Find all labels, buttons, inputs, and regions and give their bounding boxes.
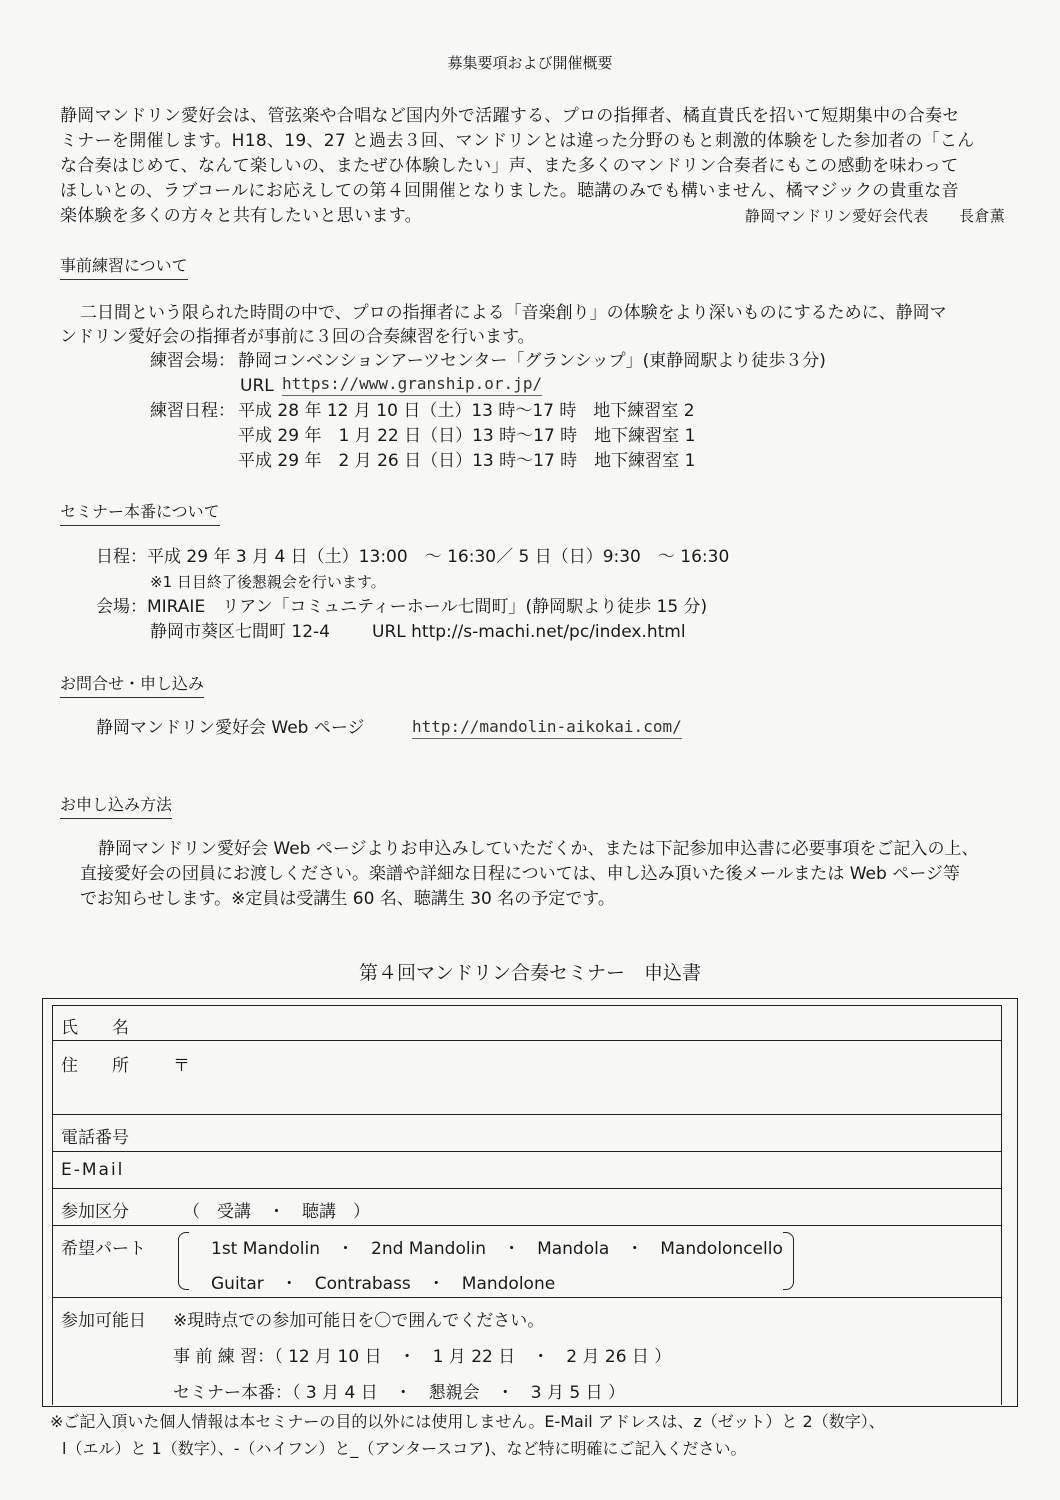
signature: 静岡マンドリン愛好会代表 長倉薫 (744, 207, 1005, 225)
intro-line (60, 204, 1005, 229)
seminar-venue: 会場：MIRAIE リアン「コミュニティーホール七間町」(静岡駅より徒歩 15 分) (96, 597, 708, 617)
pre-practice-days[interactable]: 事 前 練 習：（ 12 月 10 日 ・ 1 月 22 日 ・ 2 月 26 日 ） (173, 1347, 672, 1367)
intro-paragraph (60, 104, 1005, 229)
practice-heading: 事前練習について (60, 253, 188, 280)
seminar-date: 日程：平成 29 年 3 月 4 日（土）13:00 ～ 16:30／ 5 日（日）9:30 ～ 16:30 (96, 547, 730, 567)
parts-row2[interactable]: Guitar ・ Contrabass ・ Mandolone (211, 1274, 556, 1294)
practice-desc: ンドリン愛好会の指揮者が事前に３回の合奏練習を行います。 (60, 327, 535, 347)
right-bracket (783, 1232, 794, 1290)
practice-venue: 静岡コンベンションアーツセンター「グランシップ」(東静岡駅より徒歩３分) (238, 351, 826, 371)
intro-last-line: 楽体験を多くの方々と共有したいと思います。 (60, 206, 422, 226)
email-row[interactable] (52, 1152, 1002, 1189)
seminar-note: ※1 日目終了後懇親会を行います。 (150, 573, 386, 591)
practice-desc: 二日間という限られた時間の中で、プロの指揮者による「音楽創り」の体験をより深いものにするために、静岡マ (80, 303, 947, 323)
days-row (52, 1298, 1002, 1405)
left-bracket (178, 1232, 189, 1290)
intro-line: 静岡マンドリン愛好会は、管弦楽や合唱など国内外で活躍する、プロの指揮者、橘直貴氏を招いて短期集中の合奏セ (60, 106, 960, 126)
contact-heading: お問合せ・申し込み (60, 671, 204, 698)
seminar-url[interactable]: URL http://s-machi.net/pc/index.html (372, 622, 686, 642)
seminar-days[interactable]: セミナー本番：（ 3 月 4 日 ・ 懇親会 ・ 3 月 5 日 ） (173, 1383, 625, 1403)
name-row[interactable] (52, 1005, 1002, 1041)
footnote-line: ※ご記入頂いた個人情報は本セミナーの目的以外には使用しません。E-Mail アドレスは、z（ゼット）と 2（数字）、 (50, 1412, 885, 1431)
schedule-item: 平成 29 年 2 月 26 日（日）13 時～17 時 地下練習室 1 (238, 451, 696, 471)
category-options[interactable]: （ 受講 ・ 聴講 ） (183, 1202, 370, 1222)
schedule-item: 平成 28 年 12 月 10 日（土）13 時～17 時 地下練習室 2 (238, 401, 695, 421)
postal-mark: 〒 (173, 1056, 190, 1076)
part-row (52, 1226, 1002, 1298)
apply-line: でお知らせします。※定員は受講生 60 名、聴講生 30 名の予定です。 (80, 889, 615, 909)
granship-url[interactable]: https://www.granship.or.jp/ (282, 374, 542, 396)
aikokai-url[interactable]: http://mandolin-aikokai.com/ (412, 717, 682, 739)
practice-venue-label: 練習会場： (150, 351, 235, 371)
parts-row1[interactable]: 1st Mandolin ・ 2nd Mandolin ・ Mandola ・ Mandoloncello (211, 1239, 783, 1259)
category-row (52, 1189, 1002, 1226)
seminar-heading: セミナー本番について (60, 499, 220, 526)
address-row[interactable] (52, 1039, 1002, 1115)
form-title: 第４回マンドリン合奏セミナー 申込書 (358, 962, 701, 984)
intro-line: ミナーを開催します。H18、19、27 と過去３回、マンドリンとは違った分野のもと刺激的体験をした参加者の「こん (60, 131, 975, 151)
intro-line: な合奏はじめて、なんて楽しいの、またぜひ体験したい」声、また多くのマンドリン合奏者にもこの感動を味わって (60, 156, 959, 176)
apply-heading: お申し込み方法 (60, 792, 172, 819)
contact-label: 静岡マンドリン愛好会 Web ページ (96, 718, 365, 738)
part-label: 希望パート (61, 1239, 146, 1259)
page-title: 募集要項および開催概要 (447, 54, 613, 72)
footnote-line: l（エル）と 1（数字）、-（ハイフン）と_（アンタースコア)、など特に明確にご記入ください。 (62, 1439, 747, 1458)
phone-row[interactable] (52, 1115, 1002, 1152)
days-label: 参加可能日 (61, 1311, 146, 1331)
email-label: E-Mail (61, 1160, 125, 1180)
address-label: 住 所 (61, 1056, 129, 1076)
aikokai-link[interactable] (412, 717, 682, 736)
days-note: ※現時点での参加可能日を〇で囲んでください。 (173, 1311, 545, 1331)
schedule-item: 平成 29 年 1 月 22 日（日）13 時～17 時 地下練習室 1 (238, 426, 696, 446)
category-label: 参加区分 (61, 1202, 129, 1222)
intro-line: ほしいとの、ラブコールにお応えしての第４回開催となりました。聴講のみでも構いません、橘マジックの貴重な音 (60, 181, 959, 201)
apply-line: 直接愛好会の団員にお渡しください。楽譜や詳細な日程については、申し込み頂いた後メールまたは Web ページ等 (80, 864, 960, 884)
apply-line: 静岡マンドリン愛好会 Web ページよりお申込みしていただくか、または下記参加申込書に必要事項をご記入の上、 (98, 839, 979, 859)
practice-url-label: URL (240, 376, 274, 396)
seminar-address: 静岡市葵区七間町 12-4 (150, 622, 330, 642)
name-label: 氏 名 (61, 1018, 129, 1038)
phone-label: 電話番号 (61, 1128, 129, 1148)
practice-schedule-label: 練習日程： (150, 401, 235, 421)
granship-link[interactable] (282, 374, 542, 393)
